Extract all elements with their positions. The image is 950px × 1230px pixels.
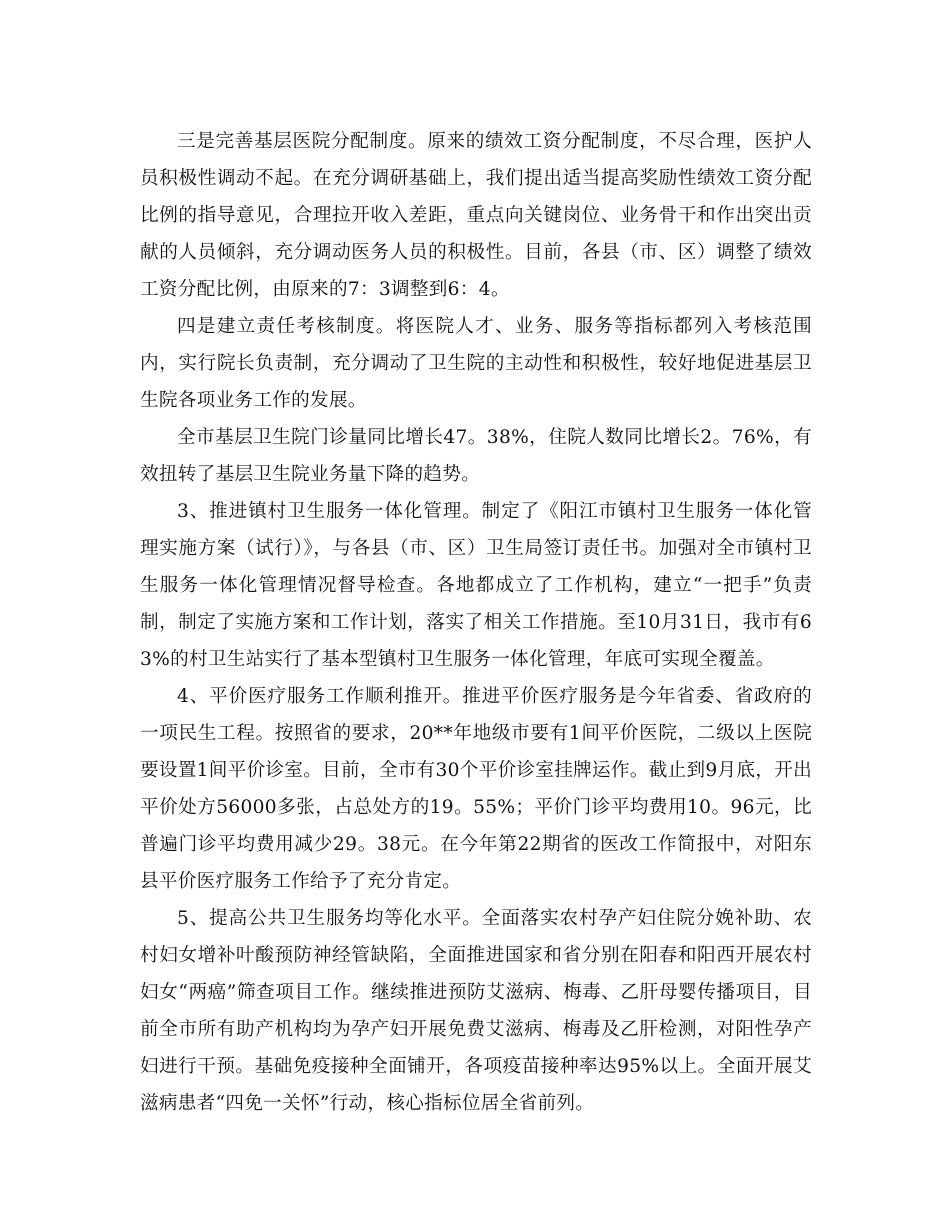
document-body xyxy=(140,123,812,1122)
paragraph-public-health-equalization: 5、提高公共卫生服务均等化水平。全面落实农村孕产妇住院分娩补助、农村妇女增补叶酸预防神经管缺陷，全面推进国家和省分别在阳春和阳西开展农村妇女“两癌”筛查项目工作。继续推进预防艾滋病、梅毒、乙肝母婴传播项目，目前全市所有助产机构均为孕产妇开展免费艾滋病、梅毒及乙肝检测，对阳性孕产妇进行干预。基础免疫接种全面铺开，各项疫苗接种率达95%以上。全面开展艾滋病患者“四免一关怀”行动，核心指标位居全省前列。 xyxy=(140,908,812,1114)
paragraph-township-village-integration: 3、推进镇村卫生服务一体化管理。制定了《阳江市镇村卫生服务一体化管理实施方案（试行）》，与各县（市、区）卫生局签订责任书。加强对全市镇村卫生服务一体化管理情况督导检查。各地都成立了工作机构，建立“一把手”负责制，制定了实施方案和工作计划，落实了相关工作措施。至10月31日，我市有63%的村卫生站实行了基本型镇村卫生服务一体化管理，年底可实现全覆盖。 xyxy=(140,501,812,670)
paragraph-responsibility-assessment: 四是建立责任考核制度。将医院人才、业务、服务等指标都列入考核范围内，实行院长负责制，充分调动了卫生院的主动性和积极性，较好地促进基层卫生院各项业务工作的发展。 xyxy=(140,316,812,411)
paragraph-performance-pay: 三是完善基层医院分配制度。原来的绩效工资分配制度，不尽合理，医护人员积极性调动不起。在充分调研基础上，我们提出适当提高奖励性绩效工资分配比例的指导意见，合理拉开收入差距，重点向关键岗位、业务骨干和作出突出贡献的人员倾斜，充分调动医务人员的积极性。目前，各县（市、区）调整了绩效工资分配比例，由原来的7：3调整到6：4。 xyxy=(140,131,812,300)
paragraph-affordable-medical-services: 4、平价医疗服务工作顺利推开。推进平价医疗服务是今年省委、省政府的一项民生工程。按照省的要求，20**年地级市要有1间平价医院，二级以上医院要设置1间平价诊室。目前，全市有30个平价诊室挂牌运作。截止到9月底，开出平价处方56000多张，占总处方的19。55%；平价门诊平均费用10。96元，比普遍门诊平均费用减少29。38元。在今年第22期省的医改工作简报中，对阳东县平价医疗服务工作给予了充分肯定。 xyxy=(140,686,813,892)
paragraph-outpatient-growth: 全市基层卫生院门诊量同比增长47。38%，住院人数同比增长2。76%，有效扭转了基层卫生院业务量下降的趋势。 xyxy=(140,427,812,485)
